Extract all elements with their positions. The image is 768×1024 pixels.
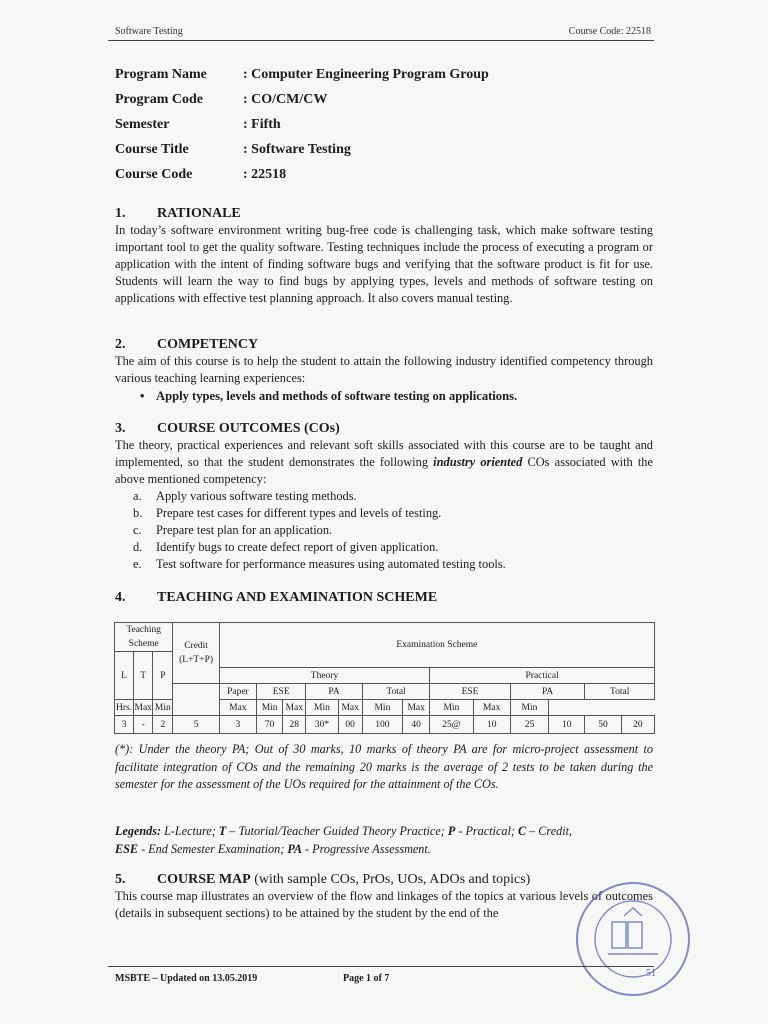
legend-text: – Tutorial/Teacher Guided Theory Practice; bbox=[226, 824, 448, 838]
min-label: Min bbox=[306, 700, 338, 716]
col-l: L bbox=[115, 652, 134, 700]
table-cell: 10 bbox=[549, 716, 585, 734]
section-number: 4. bbox=[115, 590, 126, 605]
outcomes-intro-a: The theory, practical experiences and relevant soft skills associated with this course are to be taught and implemented, so that the student demonstrates the following bbox=[115, 438, 653, 469]
bullet-mark: • bbox=[140, 389, 145, 403]
outcome-item bbox=[133, 557, 506, 574]
exam-scheme-header: Examination Scheme bbox=[219, 623, 654, 668]
info-label: Program Name bbox=[115, 66, 207, 82]
outcome-letter: b. bbox=[133, 506, 143, 520]
max-label: Max bbox=[219, 700, 256, 716]
table-row bbox=[115, 716, 655, 734]
max-label: Max bbox=[134, 700, 153, 716]
table-cell: 10 bbox=[473, 716, 510, 734]
section-title: TEACHING AND EXAMINATION SCHEME bbox=[157, 590, 438, 605]
course-map-text: This course map illustrates an overview of the flow and linkages of the topics at various levels of outcomes (details in subsequent sections) to be attained by the student by the end of the bbox=[115, 889, 653, 920]
legend-text: L-Lecture; bbox=[161, 824, 219, 838]
section-number: 2. bbox=[115, 337, 126, 352]
info-row bbox=[115, 137, 489, 162]
table-cell: 100 bbox=[362, 716, 402, 734]
min-label: Min bbox=[430, 700, 473, 716]
practical-header: Practical bbox=[430, 668, 655, 684]
section-title: RATIONALE bbox=[157, 206, 241, 221]
section-course-map-heading bbox=[115, 872, 530, 888]
legend-key: C bbox=[517, 824, 527, 838]
hrs-label: Hrs. bbox=[115, 700, 134, 716]
min-label: Min bbox=[510, 700, 548, 716]
min-label: Min bbox=[257, 700, 283, 716]
legend-text: - End Semester Examination; bbox=[138, 841, 288, 856]
institution-stamp-icon bbox=[572, 878, 694, 1000]
info-value: : CO/CM/CW bbox=[243, 91, 328, 107]
table-cell: 2 bbox=[153, 716, 173, 734]
section-number: 1. bbox=[115, 206, 126, 221]
legend-key: ESE bbox=[115, 841, 139, 856]
table-cell: 40 bbox=[403, 716, 430, 734]
col-t: T bbox=[134, 652, 153, 700]
practical-total-header: Total bbox=[585, 684, 655, 700]
section-rationale-heading bbox=[115, 206, 241, 222]
theory-ese-header: ESE bbox=[257, 684, 306, 700]
footer-divider bbox=[108, 966, 654, 967]
legend-key: Legends: bbox=[115, 824, 162, 838]
outcomes-list bbox=[133, 489, 506, 574]
program-info bbox=[115, 62, 489, 187]
credit-header: Credit (L+T+P) bbox=[173, 623, 219, 684]
outcome-item bbox=[133, 523, 506, 540]
table-cell: 20 bbox=[621, 716, 654, 734]
table-cell: - bbox=[134, 716, 153, 734]
info-value: : Fifth bbox=[243, 116, 281, 132]
info-row bbox=[115, 87, 489, 112]
outcomes-intro-b: COs associated with the above mentioned competency: bbox=[115, 455, 654, 486]
section-subtitle: (with sample COs, PrOs, UOs, ADOs and topics) bbox=[250, 872, 531, 887]
outcome-text: Apply various software testing methods. bbox=[156, 489, 357, 503]
legend-text: - Progressive Assessment. bbox=[301, 841, 431, 856]
col-p: P bbox=[153, 652, 173, 700]
table-cell: 3 bbox=[219, 716, 256, 734]
teaching-scheme-header: Teaching Scheme bbox=[115, 623, 173, 652]
info-row bbox=[115, 62, 489, 87]
section-title: COMPETENCY bbox=[157, 337, 259, 352]
outcome-item bbox=[133, 540, 506, 557]
footer-update: MSBTE – Updated on 13.05.2019 bbox=[115, 973, 258, 984]
legend-key: PA bbox=[287, 841, 302, 856]
theory-pa-note: (*): Under the theory PA; Out of 30 marks, 10 marks of theory PA are for micro-project assessment to facilitate integration of COs and the remaining 20 marks is the average of 2 tests to be taken during the semester for the assessment of the UOs required for the attainment of the COs. bbox=[115, 742, 653, 791]
outcomes-intro-emphasis: industry oriented bbox=[433, 455, 523, 469]
legends bbox=[115, 823, 653, 858]
outcome-item bbox=[133, 489, 506, 506]
credit-spacer bbox=[173, 684, 219, 716]
table-cell: 25 bbox=[510, 716, 548, 734]
stamp-number: 51 bbox=[646, 968, 656, 979]
outcome-text: Identify bugs to create defect report of given application. bbox=[156, 540, 439, 554]
section-number: 3. bbox=[115, 421, 126, 436]
section-outcomes-heading bbox=[115, 421, 340, 437]
section-scheme-heading bbox=[115, 590, 437, 606]
info-label: Semester bbox=[115, 116, 170, 132]
practical-ese-header: ESE bbox=[430, 684, 511, 700]
rationale-text: In today’s software environment writing bug-free code is challenging task, which make software testing important tool to get the quality software. Testing techniques include the process of executing a program or application with the intent of finding software bugs and verifying that the software product is fit for use. Students will learn the way to find bugs by applying types, levels and methods of software testing on applications with effective test planning approach. It also covers manual testing. bbox=[115, 223, 653, 305]
outcome-item bbox=[133, 506, 506, 523]
table-cell: 28 bbox=[283, 716, 306, 734]
info-value: : 22518 bbox=[243, 166, 287, 182]
section-title: COURSE MAP bbox=[157, 872, 251, 887]
max-label: Max bbox=[283, 700, 306, 716]
info-label: Program Code bbox=[115, 91, 203, 107]
table-cell: 30* bbox=[306, 716, 338, 734]
footer-page-number: Page 1 of 7 bbox=[343, 973, 390, 984]
info-row bbox=[115, 162, 489, 187]
outcome-letter: a. bbox=[133, 489, 142, 503]
practical-pa-header: PA bbox=[510, 684, 585, 700]
table-cell: 50 bbox=[585, 716, 621, 734]
legend-text: – Credit, bbox=[526, 824, 573, 838]
max-label: Max bbox=[338, 700, 362, 716]
competency-statement: Apply types, levels and methods of software testing on applications. bbox=[156, 389, 518, 403]
outcome-letter: c. bbox=[133, 523, 142, 537]
theory-header: Theory bbox=[219, 668, 430, 684]
outcome-letter: d. bbox=[133, 540, 143, 554]
table-cell: 3 bbox=[115, 716, 134, 734]
section-title: COURSE OUTCOMES (COs) bbox=[157, 421, 340, 436]
info-value: : Computer Engineering Program Group bbox=[243, 66, 489, 82]
table-cell: 5 bbox=[173, 716, 219, 734]
section-competency-heading bbox=[115, 337, 258, 353]
header-divider bbox=[108, 40, 654, 41]
min-label: Min bbox=[153, 700, 173, 716]
legend-key: P bbox=[447, 824, 456, 838]
max-label: Max bbox=[403, 700, 430, 716]
teaching-exam-scheme-table bbox=[114, 622, 655, 734]
outcome-text: Prepare test plan for an application. bbox=[156, 523, 333, 537]
legend-key: T bbox=[218, 824, 227, 838]
outcome-text: Prepare test cases for different types and levels of testing. bbox=[156, 506, 442, 520]
table-cell: 70 bbox=[257, 716, 283, 734]
table-cell: 25@ bbox=[430, 716, 473, 734]
paper-label: Paper bbox=[219, 684, 256, 700]
min-label: Min bbox=[362, 700, 402, 716]
section-number: 5. bbox=[115, 872, 126, 887]
info-label: Course Title bbox=[115, 141, 189, 157]
outcome-text: Test software for performance measures using automated testing tools. bbox=[156, 557, 506, 571]
competency-text: The aim of this course is to help the student to attain the following industry identified competency through various teaching learning experiences: bbox=[115, 354, 653, 385]
info-value: : Software Testing bbox=[243, 141, 351, 157]
competency-bullet bbox=[140, 389, 517, 404]
info-label: Course Code bbox=[115, 166, 193, 182]
header-course-name: Software Testing bbox=[115, 26, 183, 37]
table-cell: 00 bbox=[338, 716, 362, 734]
legend-text: - Practical; bbox=[455, 824, 518, 838]
theory-pa-header: PA bbox=[306, 684, 362, 700]
theory-total-header: Total bbox=[362, 684, 429, 700]
info-row bbox=[115, 112, 489, 137]
outcomes-intro bbox=[115, 437, 653, 488]
header-course-code: Course Code: 22518 bbox=[568, 26, 651, 37]
outcome-letter: e. bbox=[133, 557, 142, 571]
max-label: Max bbox=[473, 700, 510, 716]
